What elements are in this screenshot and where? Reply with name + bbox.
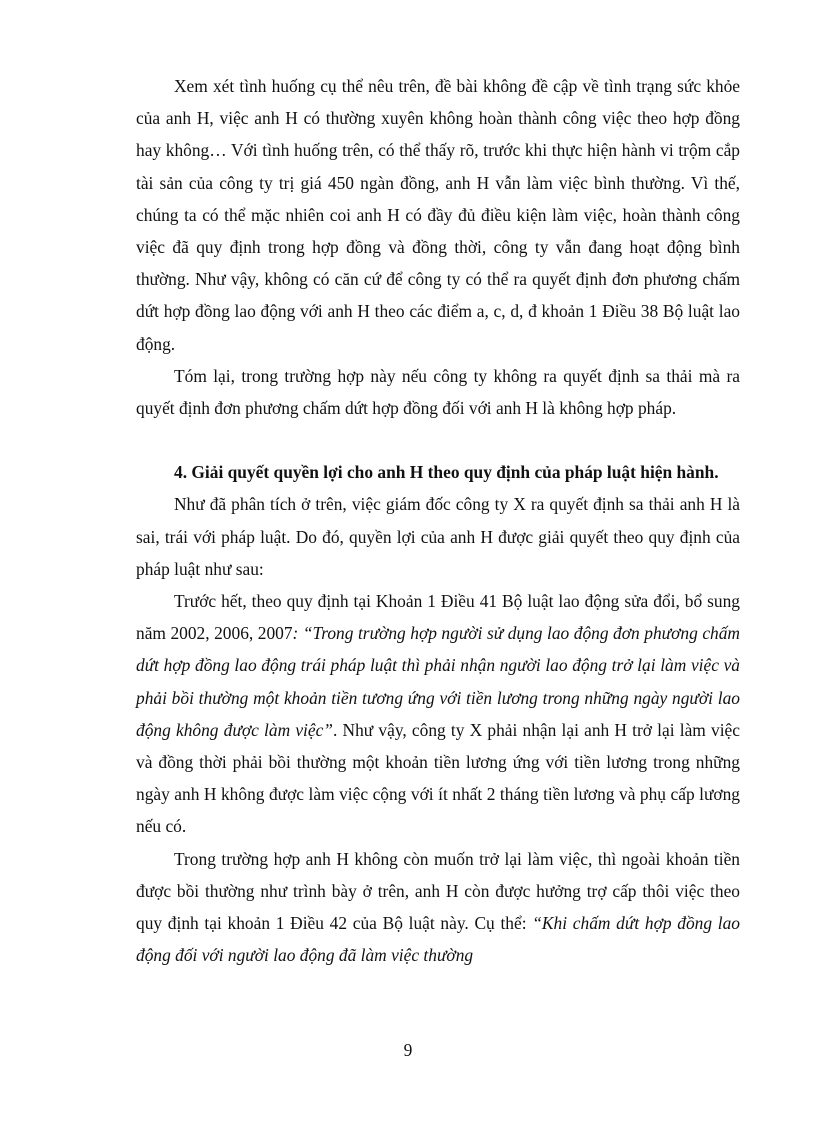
article-41-lead: Trước hết, theo quy định tại Khoản 1 Điều 41 Bộ luật lao động sửa đổi, bổ sung năm 2002, 2006, 2007 <box>136 591 740 644</box>
document-page <box>136 70 740 971</box>
section-gap <box>136 424 740 456</box>
page-number: 9 <box>403 1040 413 1060</box>
article-41-quote: : “Trong trường hợp người sử dụng lao động đơn phương chấm dứt hợp đồng lao động trái pháp luật thì phải nhận người lao động trở lại làm việc và phải bồi thường một khoản tiền tương ứng với tiền lương trong những ngày người lao động không được làm việc” <box>136 623 740 740</box>
paragraph-article-41 <box>136 585 740 843</box>
paragraph-conclusion: Tóm lại, trong trường hợp này nếu công ty không ra quyết định sa thải mà ra quyết định đơn phương chấm dứt hợp đồng đối với anh H là không hợp pháp. <box>136 365 740 419</box>
section-heading: 4. Giải quyết quyền lợi cho anh H theo quy định của pháp luật hiện hành. <box>174 462 719 483</box>
paragraph-severance <box>136 843 740 972</box>
paragraph-assessment: Xem xét tình huống cụ thể nêu trên, đề bài không đề cập về tình trạng sức khỏe của anh H, việc anh H có thường xuyên không hoàn thành công việc theo hợp đồng hay không… Với tình huống trên, có thể thấy rõ, trước khi thực hiện hành vi trộm cắp tài sản của công ty trị giá 450 ngàn đồng, anh H vẫn làm việc bình thường. Vì thế, chúng ta có thể mặc nhiên coi anh H có đầy đủ điều kiện làm việc, hoàn thành công việc đã quy định trong hợp đồng và đồng thời, công ty vẫn đang hoạt động bình thường. Như vậy, không có căn cứ để công ty có thể ra quyết định đơn phương chấm dứt hợp đồng lao động với anh H theo các điểm a, c, d, đ khoản 1 Điều 38 Bộ luật lao động. <box>136 76 740 354</box>
severance-quote: “Khi chấm dứt hợp đồng lao động đối với người lao động đã làm việc thường <box>136 913 740 966</box>
severance-lead: Trong trường hợp anh H không còn muốn trở lại làm việc, thì ngoài khoản tiền được bồi thường như trình bày ở trên, anh H còn được hưởng trợ cấp thôi việc theo quy định tại khoản 1 Điều 42 của Bộ luật này. Cụ thể: <box>136 848 740 934</box>
article-41-tail: . Như vậy, công ty X phải nhận lại anh H trở lại làm việc và đồng thời phải bồi thường một khoản tiền lương ứng với tiền lương trong những ngày anh H không được làm việc cộng với ít nhất 2 tháng tiền lương và phụ cấp lương nếu có. <box>136 719 740 837</box>
paragraph-analysis: Như đã phân tích ở trên, việc giám đốc công ty X ra quyết định sa thải anh H là sai, trái với pháp luật. Do đó, quyền lợi của anh H được giải quyết theo quy định của pháp luật như sau: <box>136 494 740 579</box>
